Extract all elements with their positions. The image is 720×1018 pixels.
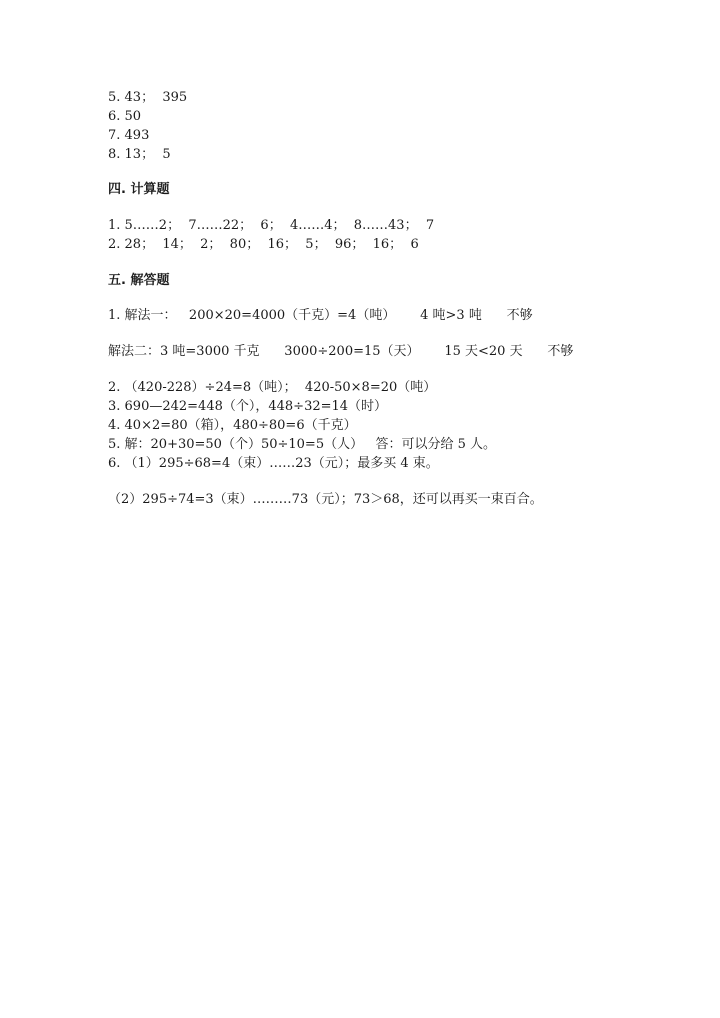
answer-line: 2. （420-228）÷24=8（吨）； 420-50×8=20（吨） bbox=[108, 380, 437, 395]
answer-line: 7. 493 bbox=[108, 128, 150, 143]
section-heading: 五. 解答题 bbox=[108, 273, 170, 288]
answer-line: 4. 40×2=80（箱），480÷80=6（千克） bbox=[108, 418, 357, 433]
answer-line: 5. 解：20+30=50（个）50÷10=5（人） 答：可以分给 5 人。 bbox=[108, 437, 497, 452]
section-heading: 四. 计算题 bbox=[108, 182, 170, 197]
answer-line: 3. 690—242=448（个），448÷32=14（时） bbox=[108, 399, 388, 414]
answer-line: 6. 50 bbox=[108, 109, 142, 124]
answer-line: 5. 43； 395 bbox=[108, 90, 188, 105]
answer-line: 解法二：3 吨=3000 千克 3000÷200=15（天） 15 天<20 天 不够 bbox=[108, 344, 574, 359]
answer-line: 1. 解法一： 200×20=4000（千克）=4（吨） 4 吨>3 吨 不够 bbox=[108, 308, 533, 323]
answer-line: 8. 13； 5 bbox=[108, 147, 171, 162]
answer-line: 6. （1）295÷68=4（束）……23（元）；最多买 4 束。 bbox=[108, 456, 439, 471]
answer-line: 1. 5……2； 7……22； 6； 4……4； 8……43； 7 bbox=[108, 218, 435, 233]
answer-line: 2. 28； 14； 2； 80； 16； 5； 96； 16； 6 bbox=[108, 237, 419, 252]
answer-line: （2）295÷74=3（束）………73（元）；73＞68，还可以再买一束百合。 bbox=[108, 492, 543, 507]
